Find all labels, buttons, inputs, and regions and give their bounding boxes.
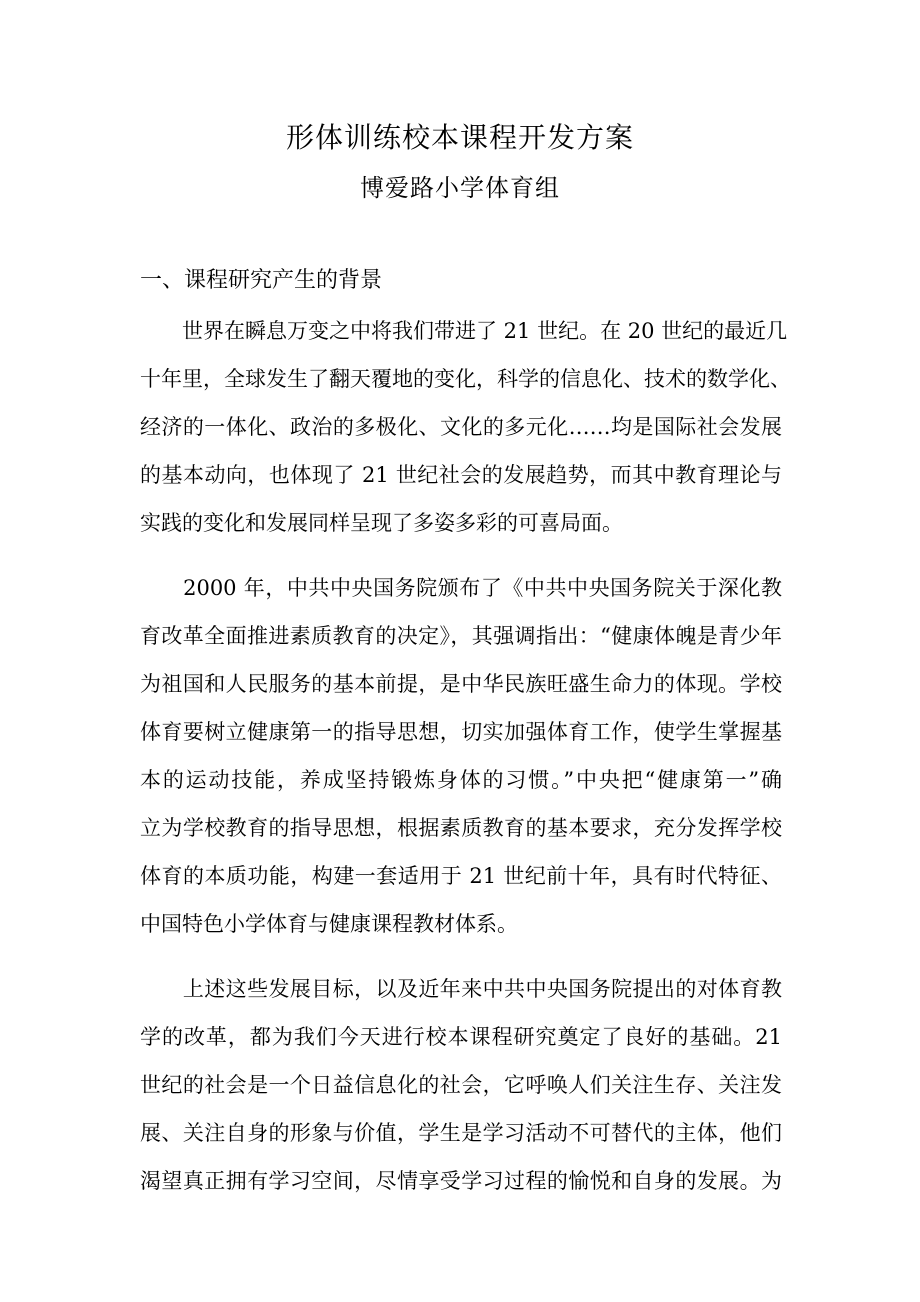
text-line: 上述这些发展目标，以及近年来中共中央国务院提出的对体育教 bbox=[140, 977, 782, 1001]
document-title: 形体训练校本课程开发方案 bbox=[285, 121, 634, 154]
document-subtitle: 博爱路小学体育组 bbox=[360, 174, 560, 202]
text-line: 2000 年，中共中央国务院颁布了《中共中央国务院关于深化教 bbox=[140, 576, 782, 600]
text-line: 经济的一体化、政治的多极化、文化的多元化……均是国际社会发展 bbox=[140, 415, 782, 439]
text-line: 中国特色小学体育与健康课程教材体系。 bbox=[140, 912, 518, 936]
paragraph-3 bbox=[140, 965, 782, 1205]
text-line: 体育要树立健康第一的指导思想，切实加强体育工作，使学生掌握基 bbox=[140, 720, 782, 744]
text-line: 育改革全面推进素质教育的决定》，其强调指出：“健康体魄是青少年 bbox=[140, 624, 782, 648]
text-line: 为祖国和人民服务的基本前提，是中华民族旺盛生命力的体现。学校 bbox=[140, 672, 782, 696]
text-line: 十年里，全球发生了翻天覆地的变化，科学的信息化、技术的数学化、 bbox=[140, 367, 791, 391]
text-line: 世纪的社会是一个日益信息化的社会，它呼唤人们关注生存、关注发 bbox=[140, 1073, 782, 1097]
text-line: 实践的变化和发展同样呈现了多姿多彩的可喜局面。 bbox=[140, 511, 623, 535]
text-line: 体育的本质功能，构建一套适用于 21 世纪前十年，具有时代特征、 bbox=[140, 864, 782, 888]
text-line: 学的改革，都为我们今天进行校本课程研究奠定了良好的基础。21 bbox=[140, 1025, 782, 1049]
text-line: 渴望真正拥有学习空间，尽情享受学习过程的愉悦和自身的发展。为 bbox=[140, 1169, 782, 1193]
text-line: 本的运动技能，养成坚持锻炼身体的习惯。”中央把“健康第一”确 bbox=[140, 768, 782, 792]
section-body bbox=[140, 307, 791, 1205]
section-heading: 一、课程研究产生的背景 bbox=[140, 268, 383, 293]
text-line: 展、关注自身的形象与价值，学生是学习活动不可替代的主体，他们 bbox=[140, 1121, 782, 1145]
text-line: 世界在瞬息万变之中将我们带进了 21 世纪。在 20 世纪的最近几 bbox=[140, 319, 788, 343]
paragraph-2 bbox=[140, 564, 782, 948]
text-line: 立为学校教育的指导思想，根据素质教育的基本要求，充分发挥学校 bbox=[140, 816, 782, 840]
paragraph-1 bbox=[140, 307, 791, 547]
text-line: 的基本动向，也体现了 21 世纪社会的发展趋势，而其中教育理论与 bbox=[140, 463, 782, 487]
paragraph-gap bbox=[140, 547, 782, 564]
paragraph-gap bbox=[140, 948, 782, 965]
